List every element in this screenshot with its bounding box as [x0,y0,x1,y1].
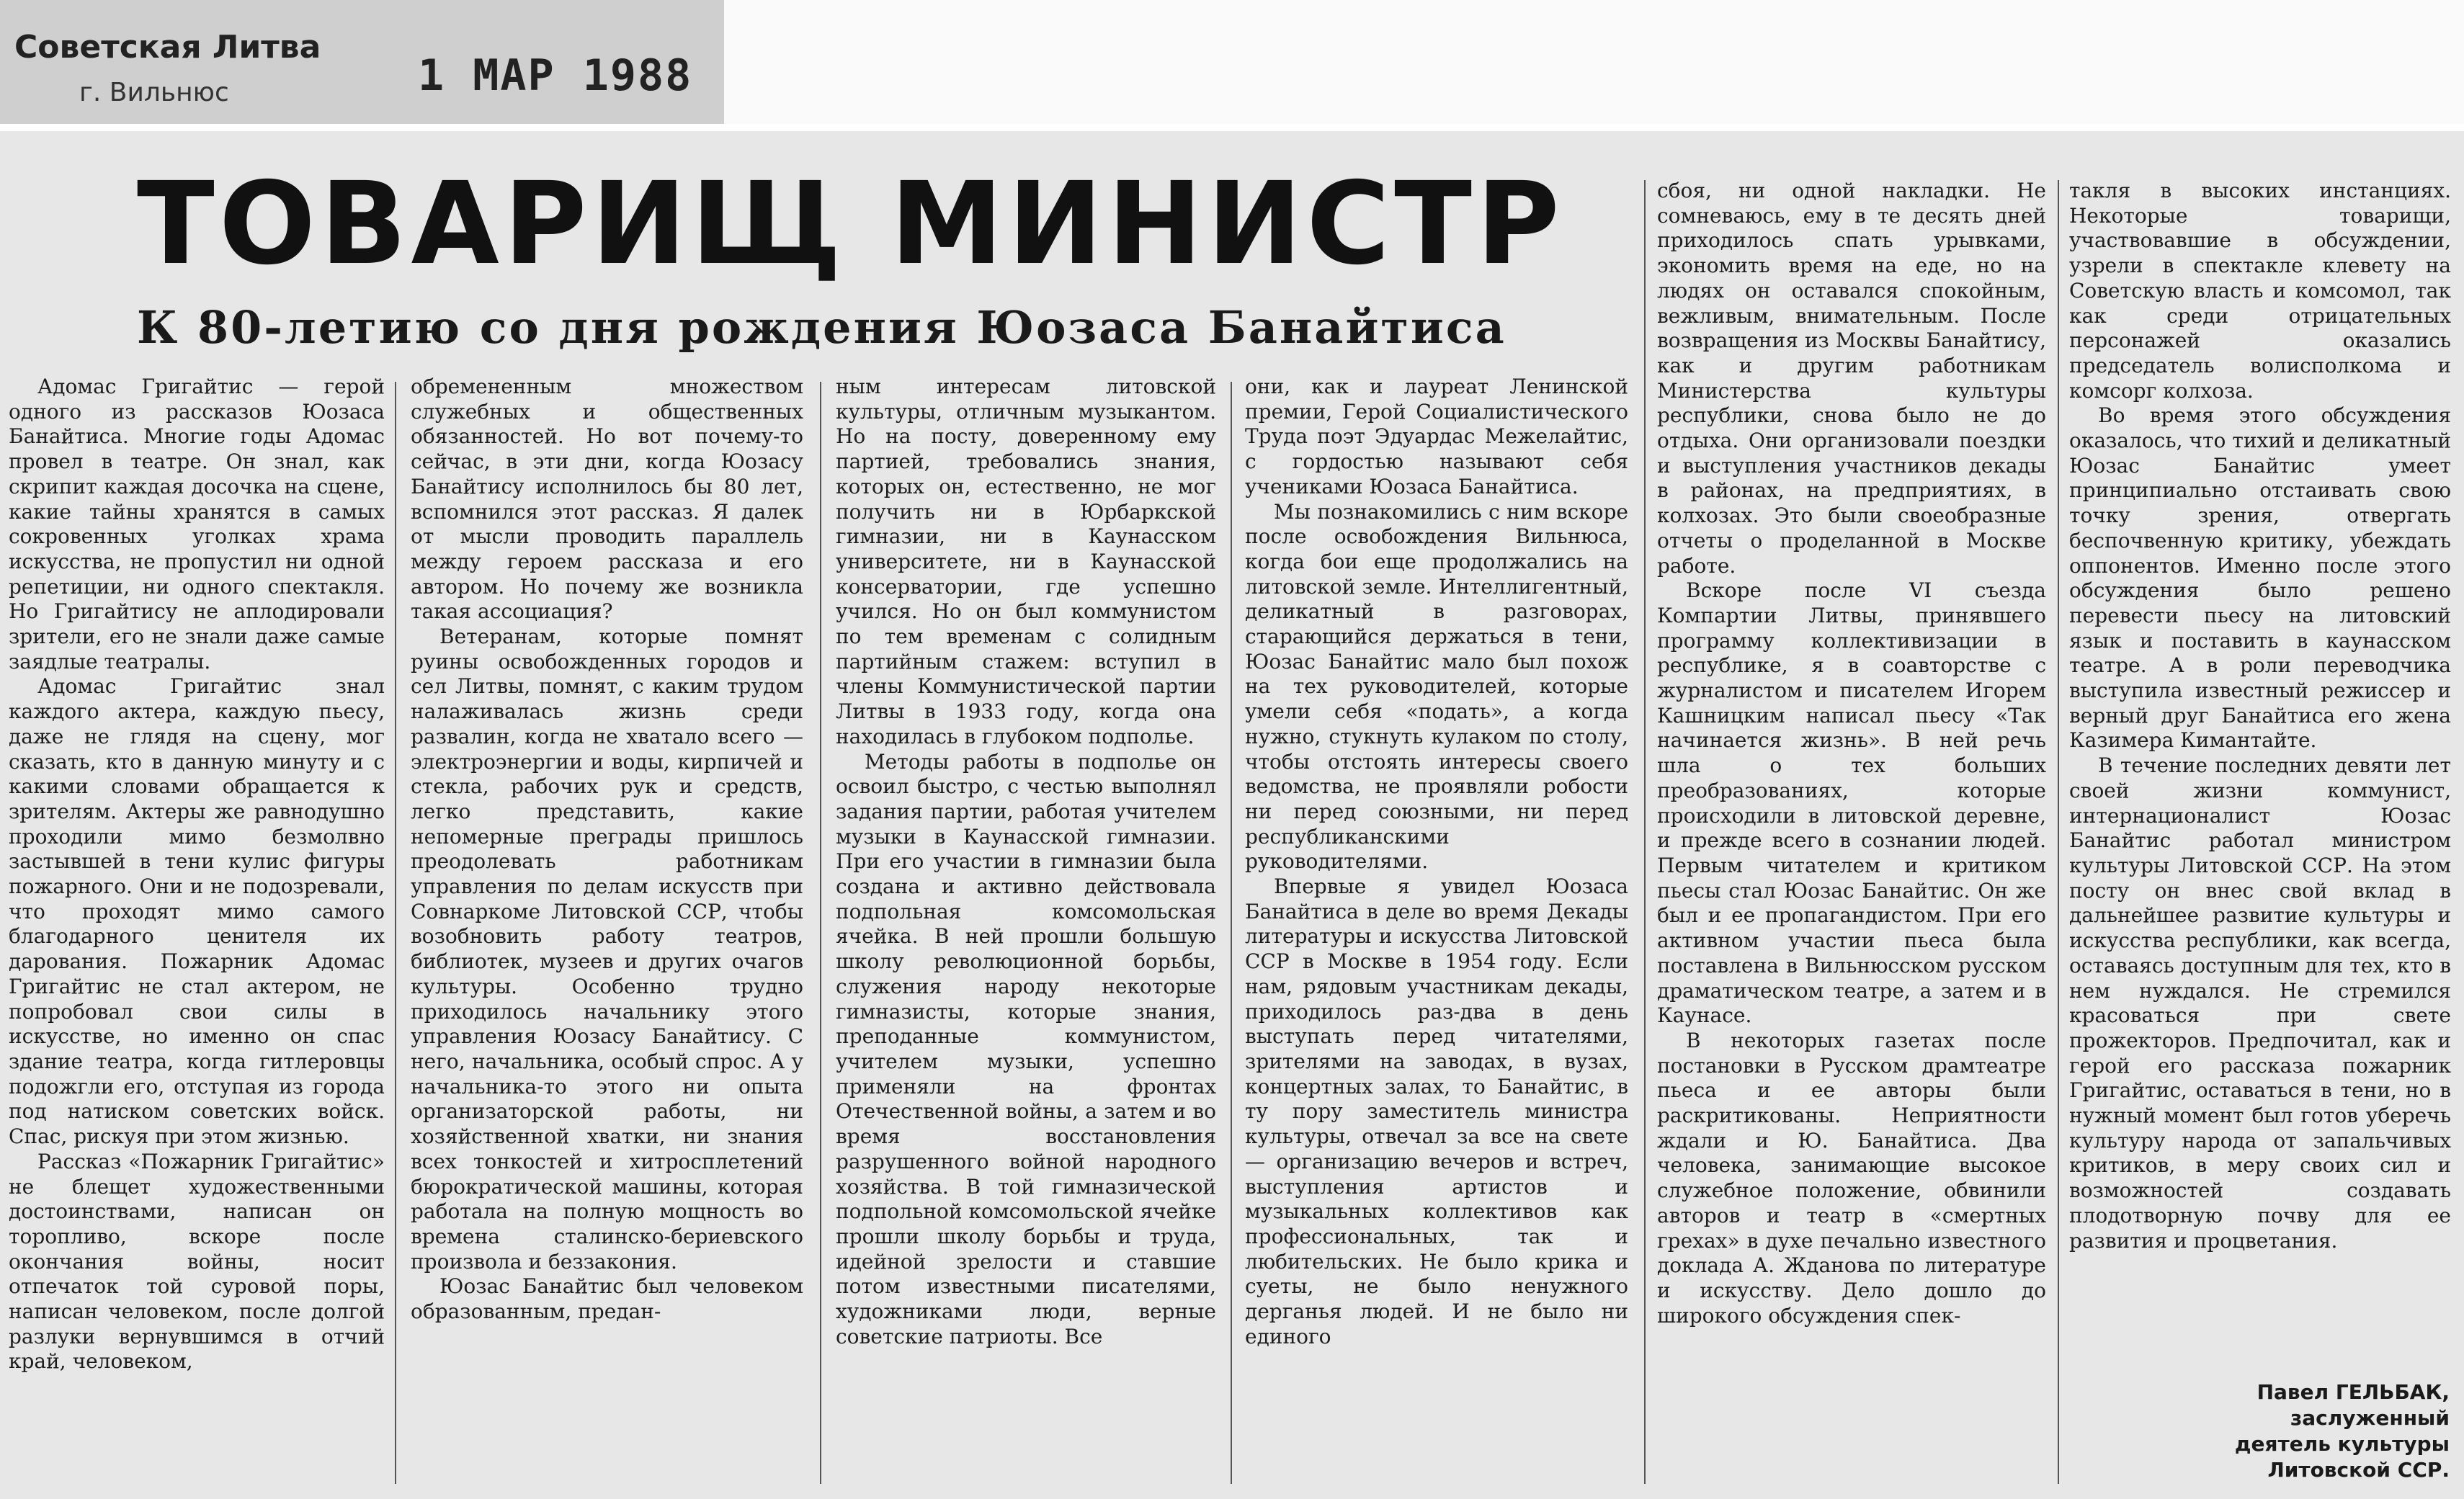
article-column-4 [1245,375,1628,1491]
paragraph: они, как и лауреат Ленинской премии, Герой Социалистического Труда поэт Эдуардас Межелайтис, с гордостью называют себя учениками Юозаса Банайтиса. [1245,375,1628,498]
paragraph: сбоя, ни одной накладки. Не сомневаюсь, ему в те десять дней приходилось спать урывками, экономить время на еде, но на людях он оставался спокойным, вежливым, внимательным. После возвращения из Москвы Банайтису, как и другим работникам Министерства культуры республики, снова было не до отдыха. Они организовали поездки и выступления участников декады в районах, на предприятиях, в колхозах. Это были своеобразные отчеты о проделанной в Москве работе. [1657,179,2046,578]
column-divider [395,382,396,1484]
column-divider [1231,382,1232,1484]
paragraph: Ветеранам, которые помнят руины освобожденных городов и сел Литвы, помнят, с каким трудом налаживалась жизнь среди развалин, когда не хватало всего — электроэнергии и воды, кирпичей и стекла, рабочих рук и средств, легко представить, какие непомерные преграды пришлось преодолевать работникам управления по делам искусств при Совнаркоме Литовской ССР, чтобы возобновить работу театров, библиотек, музеев и других очагов культуры. Особенно трудно приходилось начальнику этого управления Юозасу Банайтису. С него, начальника, особый спрос. А у начальника-то этого ни опыта организаторской работы, ни хозяйственной хватки, ни знания всех тонкостей и хитросплетений бюрократической машины, которая работала на полную мощность во времена сталинско-бериевского произвола и беззакония. [411,625,803,1274]
paragraph: В некоторых газетах после постановки в Русском драмтеатре пьеса и ее авторы были раскритикованы. Неприятности ждали и Ю. Банайтиса. Два человека, занимающие высокое служебное положение, обвинили авторов и театр в «смертных грехах» в духе печально известного доклада А. Жданова по литературе и искусству. Дело дошло до широкого обсуждения спек- [1657,1028,2046,1328]
paragraph: Методы работы в подполье он освоил быстро, с честью выполнял задания партии, работая учителем музыки в Каунасской гимназии. При его участии в гимназии была создана и активно действовала подпольная комсомольская ячейка. В ней прошли большую школу революционной борьбы, служения народу некоторые гимназисты, которые знания, преподанные коммунистом, учителем музыки, успешно применяли на фронтах Отечественной войны, а затем и во время восстановления разрушенного войной народного хозяйства. В той гимназической подпольной комсомольской ячейке прошли школу борьбы и труда, идейной зрелости и ставшие потом известными писателями, художниками люди, верные советские патриоты. Все [836,749,1216,1348]
article-column-5 [1657,179,2046,1491]
article-column-6 [2069,179,2451,1331]
paragraph: Адомас Григайтис знал каждого актера, каждую пьесу, даже не глядя на сцену, мог сказать, кто в данную минуту и с какими словами обращается к зрителям. Актеры же равнодушно проходили мимо безмолвно застывшей в тени кулис фигуры пожарного. Они и не подозревали, что проходят мимо самого благодарного ценителя их дарования. Пожарник Адомас Григайтис не стал актером, не попробовал свои силы в искусстве, но именно он спас здание театра, когда гитлеровцы подожгли его, отступая из города под натиском советских войск. Спас, рискуя при этом жизнью. [9,674,385,1149]
paragraph: Адомас Григайтис — герой одного из рассказов Юозаса Банайтиса. Многие годы Адомас провел в театре. Он знал, как скрипит каждая досочка на сцене, какие тайны хранятся в самых сокровенных уголках храма искусства, не пропустил ни одной репетиции, ни одного спектакля. Но Григайтису не аплодировали зрители, его не знали даже самые заядлые театралы. [9,375,385,674]
paragraph: В течение последних девяти лет своей жизни коммунист, интернационалист Юозас Банайтис работал министром культуры Литовской ССР. На этом посту он внес свой вклад в дальнейшее развитие культуры и искусства республики, как всегда, оставаясь доступным для тех, кто в нем нуждался. Не стремился красоваться при свете прожекторов. Предпочитал, как и герой его рассказа пожарник Григайтис, оставаться в тени, но в нужный момент был готов уберечь культуру народа от запальчивых критиков, в меру своих сил и возможностей создавать плодотворную почву для ее развития и процветания. [2069,753,2451,1253]
stamp-city: г. Вильнюс [79,78,229,107]
article-column-3 [836,375,1216,1491]
paragraph: ным интересам литовской культуры, отличным музыкантом. Но на посту, доверенному ему партией, требовались знания, которых он, естественно, не мог получить ни в Юрбаркской гимназии, ни в Каунасском университете, ни в Каунасской консерватории, где успешно учился. Но он был коммунистом по тем временам с солидным партийным стажем: вступил в члены Коммунистической партии Литвы в 1933 году, когда она находилась в глубоком подполье. [836,375,1216,748]
column-divider [2058,180,2059,1484]
author-title-line: Литовской ССР. [2267,1458,2450,1482]
paragraph: Рассказ «Пожарник Григайтис» не блещет художественными достоинствами, написан он торопливо, вскоре после окончания войны, носит отпечаток той суровой поры, написан человеком, после долгой разлуки вернувшимся в отчий край, человеком, [9,1149,385,1374]
article-column-2 [411,375,803,1491]
article-column-1 [9,375,385,1491]
article-subtitle: К 80-летию со дня рождения Юозаса Банайтиса [137,301,1506,354]
article-title: ТОВАРИЩ МИНИСТР [137,158,1564,290]
paragraph: Вскоре после VI съезда Компартии Литвы, принявшего программу коллективизации в республике, я в соавторстве с журналистом и писателем Игорем Кашницким написал пьесу «Так начинается жизнь». В ней речь шла о тех больших преобразованиях, которые происходили в литовской деревне, и прежде всего в сознании людей. Первым читателем и критиком пьесы стал Юозас Банайтис. Он же был и ее пропагандистом. При его активном участии пьеса была поставлена в Вильнюсском русском драматическом театре, а затем и в Каунасе. [1657,578,2046,1028]
top-blank-area [724,0,2464,124]
author-signature [2205,1379,2450,1483]
author-title-line: заслуженный [2290,1406,2450,1430]
paragraph: Во время этого обсуждения оказалось, что тихий и деликатный Юозас Банайтис умеет принципиально отстаивать свою точку зрения, отвергать беспочвенную критику, убеждать оппонентов. Именно после этого обсуждения было решено перевести пьесу на литовский язык и поставить в каунасском театре. А в роли переводчика выступила известный режиссер и верный друг Банайтиса его жена Казимера Кимантайте. [2069,403,2451,753]
paragraph: Мы познакомились с ним вскоре после освобождения Вильнюса, когда бои еще продолжались на литовской земле. Интеллигентный, деликатный в разговорах, старающийся держаться в тени, Юозас Банайтис мало был похож на тех руководителей, которые умели себя «подать», а когда нужно, стукнуть кулаком по столу, чтобы отстоять интересы своего ведомства, не проявляли робости ни перед союзными, ни перед республиканскими руководителями. [1245,499,1628,874]
stamp-newspaper-name: Советская Литва [14,29,321,66]
newspaper-stamp [0,0,724,124]
column-divider [820,382,821,1484]
paragraph: такля в высоких инстанциях. Некоторые товарищи, участвовавшие в обсуждении, узрели в спектакле клевету на Советскую власть и комсомол, так как среди отрицательных персонажей оказались председатель волисполкома и комсорг колхоза. [2069,179,2451,403]
author-name: Павел ГЕЛЬБАК, [2257,1380,2450,1404]
paragraph: Юозас Банайтис был человеком образованным, предан- [411,1274,803,1324]
stamp-date: 1 МАР 1988 [418,50,693,101]
paragraph: Впервые я увидел Юозаса Банайтиса в деле во время Декады литературы и искусства Литовской ССР в Москве в 1954 году. Если нам, рядовым участникам декады, приходилось раз-два в день выступать перед читателями, зрителями на заводах, в вузах, концертных залах, то Банайтис, в ту пору заместитель министра культуры, отвечал за все на свете — организацию вечеров и встреч, выступления артистов и музыкальных коллективов как профессиональных, так и любительских. Не было крика и суеты, не было ненужного дерганья людей. И не было ни единого [1245,874,1628,1348]
author-title-line: деятель культуры [2234,1432,2450,1456]
column-divider [1644,180,1646,1484]
paragraph: обремененным множеством служебных и общественных обязанностей. Но вот почему-то сейчас, в эти дни, когда Юозасу Банайтису исполнилось бы 80 лет, вспомнился этот рассказ. Я далек от мысли проводить параллель между героем рассказа и его автором. Но почему же возникла такая ассоциация? [411,375,803,624]
